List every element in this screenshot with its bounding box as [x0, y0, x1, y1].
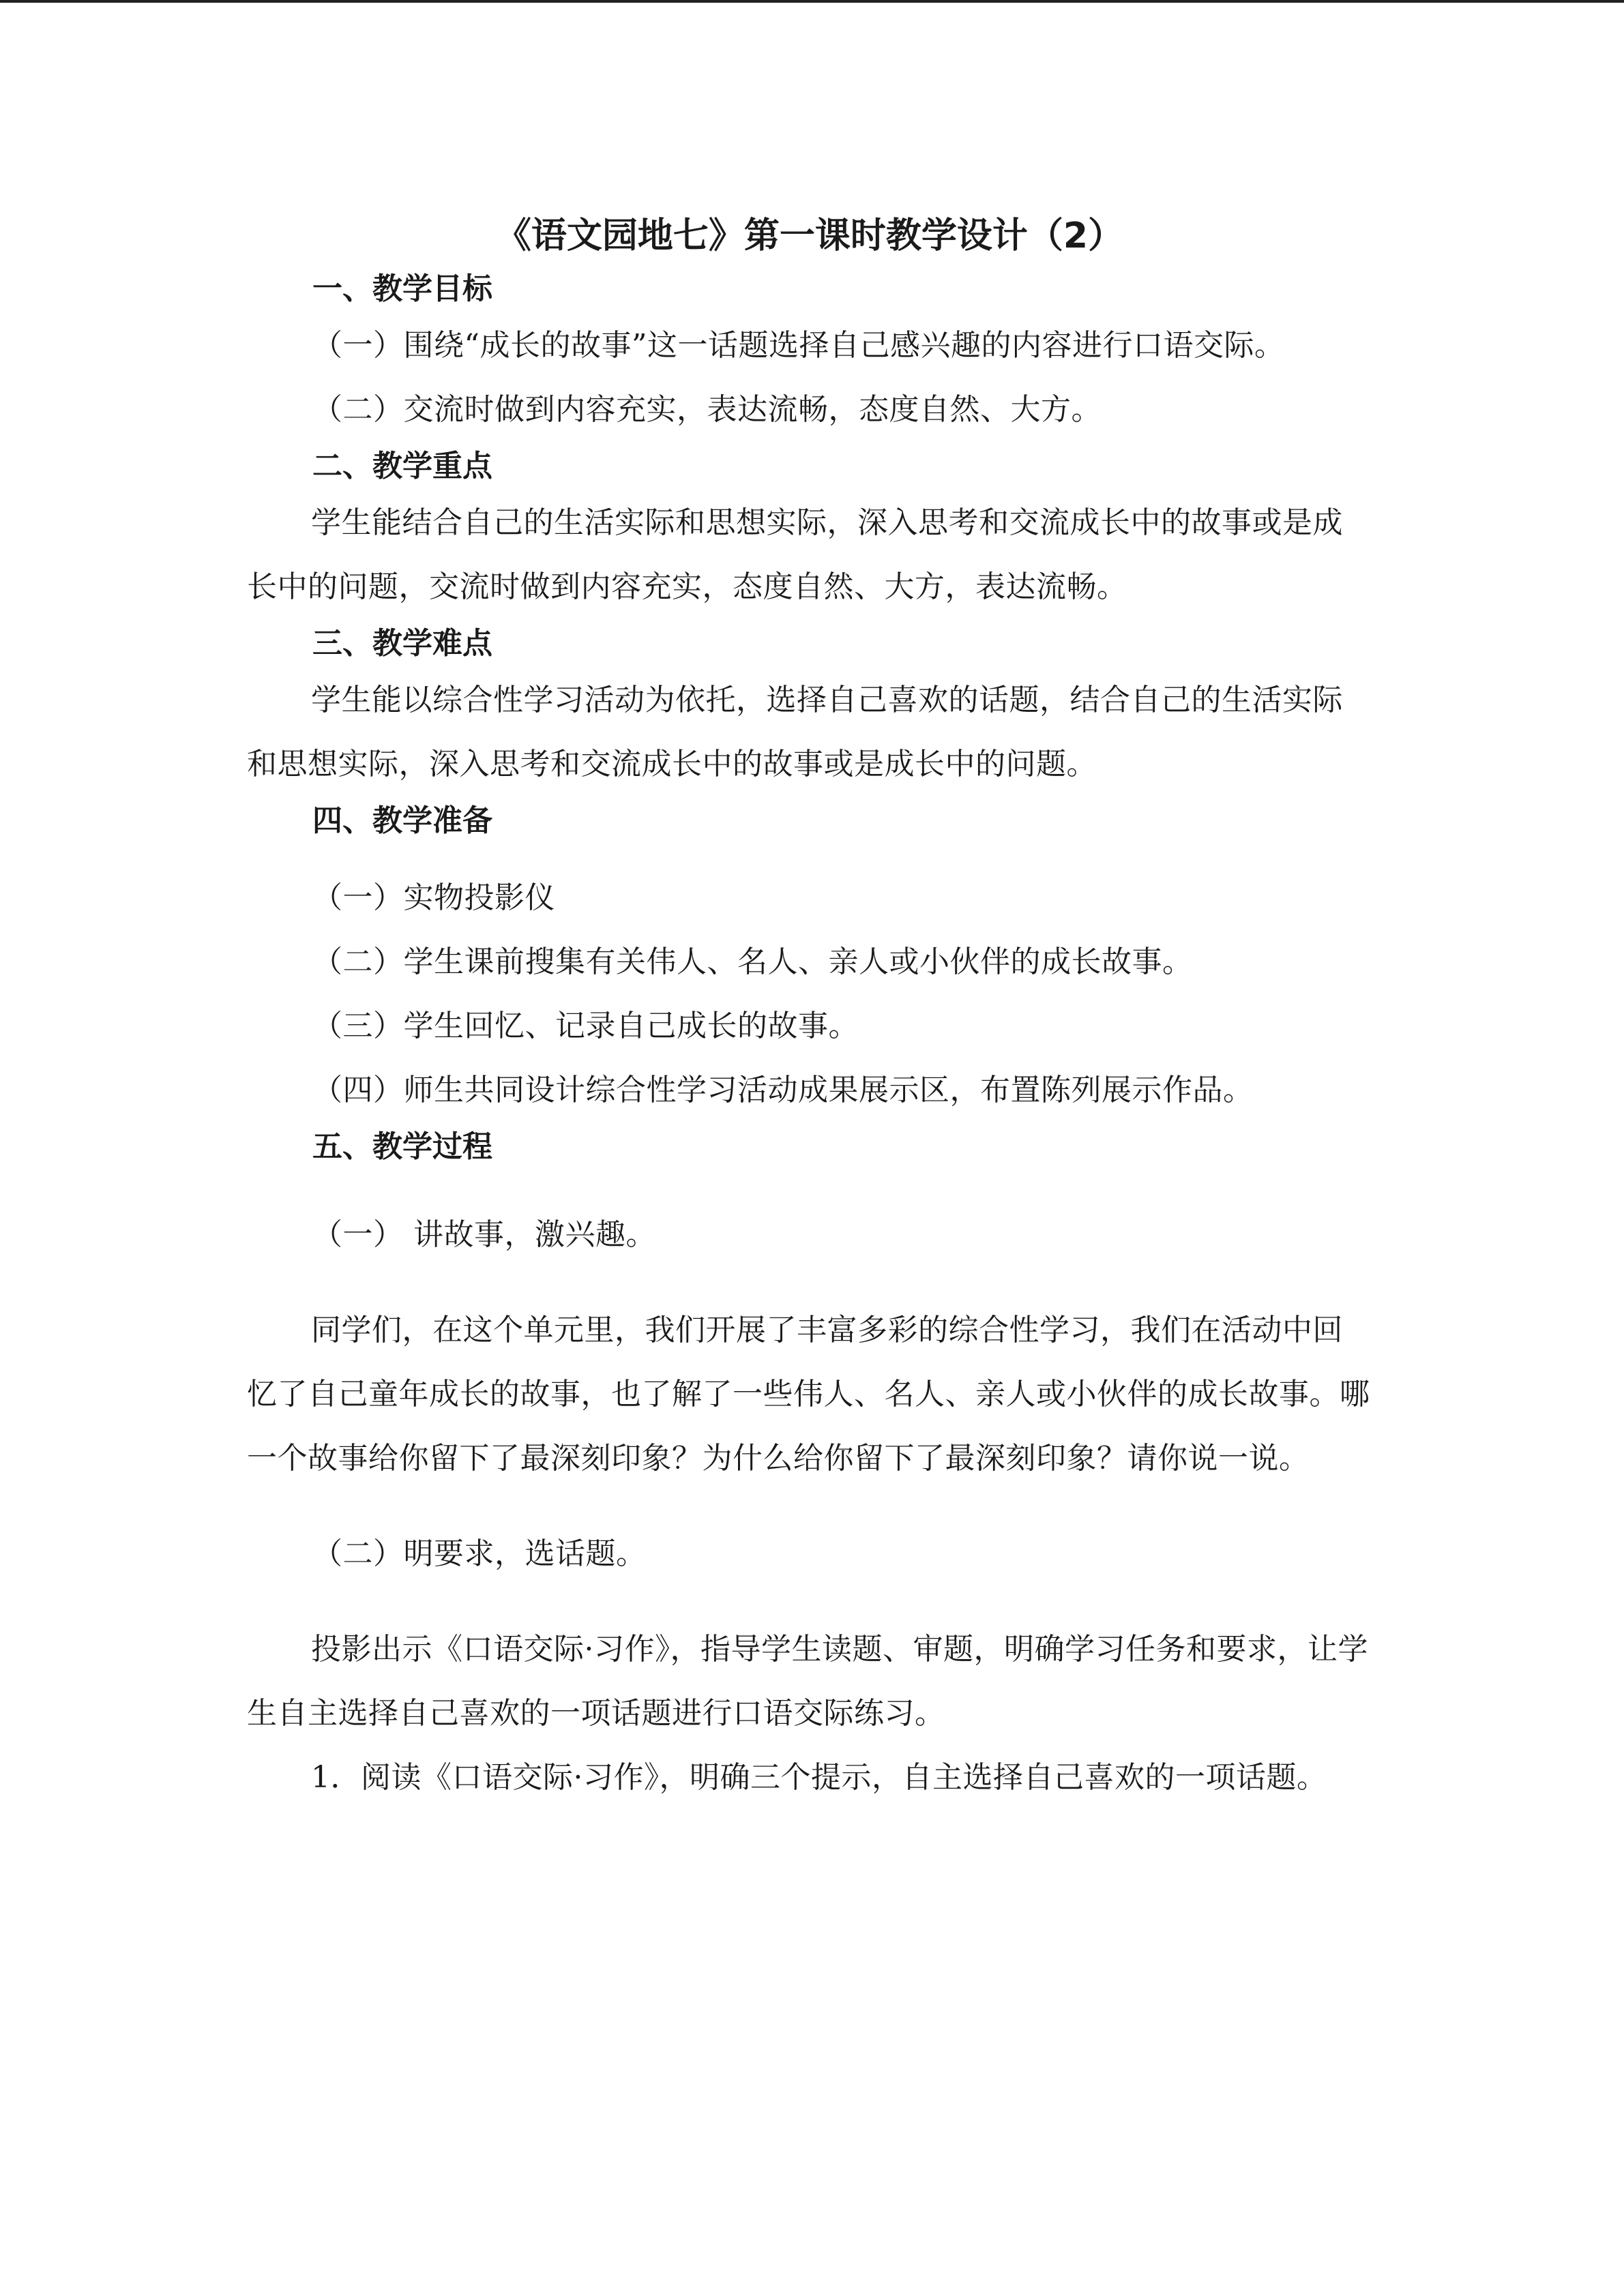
document-page	[247, 211, 1372, 1810]
section-heading-key-points: 二、教学重点	[312, 449, 492, 483]
preparation-item-2: （二）学生课前搜集有关伟人、名人、亲人或小伙伴的成长故事。	[312, 944, 1193, 979]
preparation-item-3: （三）学生回忆、记录自己成长的故事。	[312, 1009, 859, 1043]
section-heading-objectives: 一、教学目标	[312, 271, 492, 306]
document-title: 《语文园地七》第一课时教学设计（2）	[495, 215, 1124, 256]
process-paragraph-1: 同学们，在这个单元里，我们开展了丰富多彩的综合性学习，我们在活动中回忆了自己童年成长的故事，也了解了一些伟人、名人、亲人或小伙伴的成长故事。哪一个故事给你留下了最深刻印象？为什么给你留下了最深刻印象？请你说一说。	[247, 1313, 1370, 1476]
objective-item-2: （二）交流时做到内容充实，表达流畅，态度自然、大方。	[312, 392, 1102, 427]
section-heading-difficulties: 三、教学难点	[312, 626, 492, 661]
process-paragraph-2: 投影出示《口语交际·习作》，指导学生读题、审题，明确学习任务和要求，让学生自主选择自己喜欢的一项话题进行口语交际练习。	[247, 1632, 1368, 1731]
section-heading-preparation: 四、教学准备	[312, 803, 492, 838]
preparation-item-4: （四）师生共同设计综合性学习活动成果展示区，布置陈列展示作品。	[312, 1073, 1254, 1107]
top-border-line	[0, 0, 1624, 3]
process-subheading-1: （一） 讲故事，激兴趣。	[312, 1217, 656, 1252]
objective-item-1: （一）围绕“成长的故事”这一话题选择自己感兴趣的内容进行口语交际。	[312, 328, 1285, 363]
process-step-1: 1．阅读《口语交际·习作》，明确三个提示，自主选择自己喜欢的一项话题。	[311, 1760, 1327, 1795]
process-subheading-2: （二）明要求，选话题。	[312, 1536, 647, 1571]
section-heading-process: 五、教学过程	[312, 1129, 492, 1164]
difficulties-paragraph: 学生能以综合性学习活动为依托，选择自己喜欢的话题，结合自己的生活实际和思想实际，深入思考和交流成长中的故事或是成长中的问题。	[247, 683, 1343, 781]
preparation-item-1: （一）实物投影仪	[312, 880, 555, 915]
key-points-paragraph: 学生能结合自己的生活实际和思想实际，深入思考和交流成长中的故事或是成长中的问题，交流时做到内容充实，态度自然、大方，表达流畅。	[247, 505, 1343, 604]
